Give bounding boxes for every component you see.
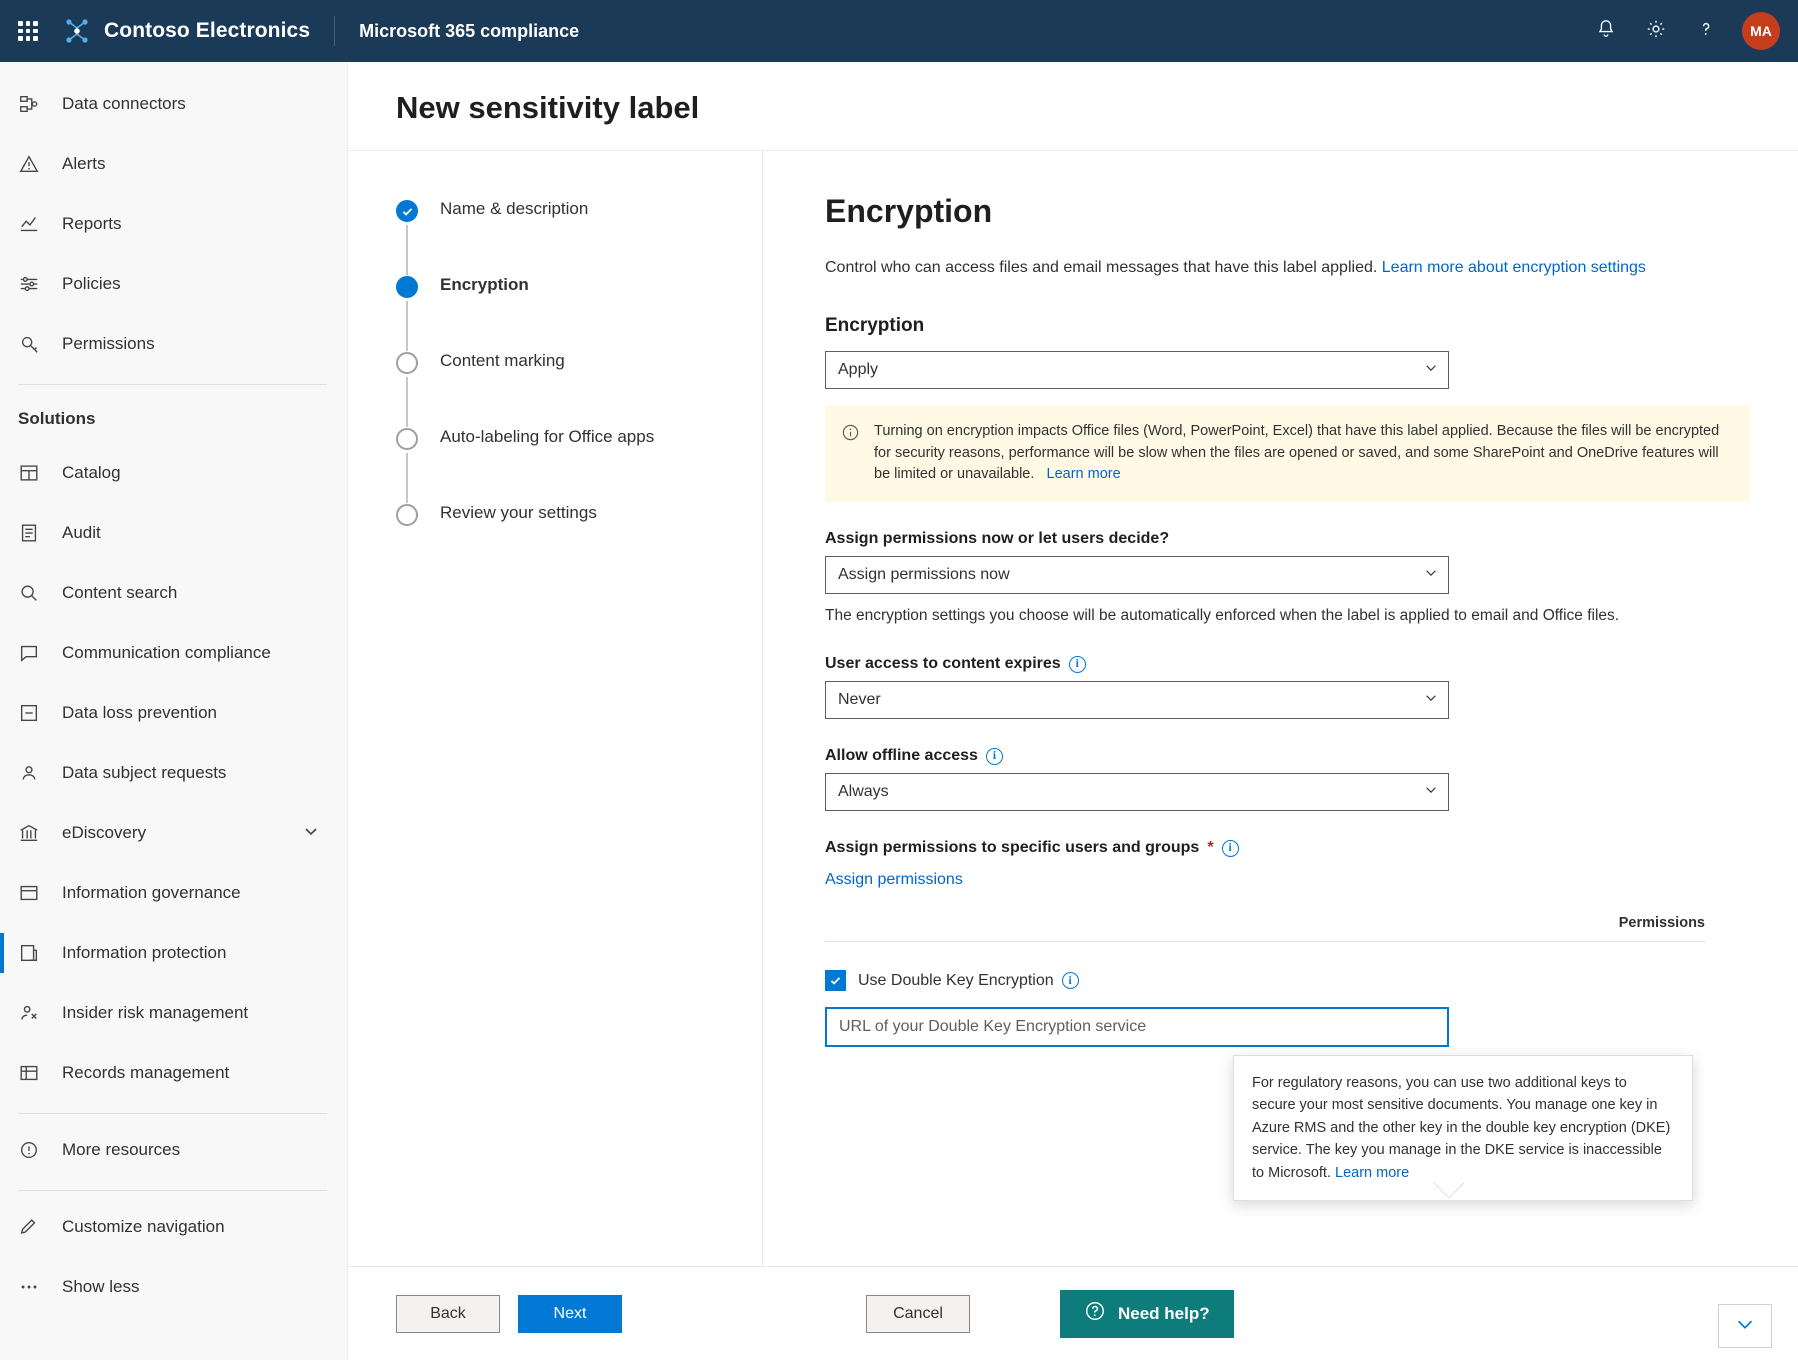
dke-service-url-input[interactable]	[825, 1007, 1449, 1047]
policies-icon	[18, 273, 52, 295]
panel-description	[825, 256, 1685, 281]
sidebar-item-label: Data subject requests	[62, 763, 227, 782]
info-icon[interactable]: i	[986, 748, 1003, 765]
wizard-step-auto-labeling[interactable]	[396, 427, 762, 503]
sidebar-item-records-management[interactable]	[0, 1043, 347, 1103]
sidebar-divider-2	[18, 1113, 327, 1114]
sidebar-item-label: Data connectors	[62, 94, 186, 113]
need-help-label: Need help?	[1118, 1303, 1210, 1323]
notifications-button[interactable]	[1584, 9, 1628, 53]
pencil-icon	[18, 1216, 52, 1238]
use-double-key-encryption-checkbox[interactable]	[825, 970, 846, 991]
sidebar-item-catalog[interactable]	[0, 443, 347, 503]
contoso-logo-icon	[62, 16, 92, 46]
sidebar-item-data-subject-requests[interactable]	[0, 743, 347, 803]
top-navigation-bar	[0, 0, 1798, 62]
wizard-step-label: Review your settings	[440, 503, 597, 522]
info-icon[interactable]: i	[1069, 656, 1086, 673]
wizard-step-review[interactable]	[396, 503, 762, 579]
ellipsis-icon	[18, 1276, 52, 1298]
assign-permissions-link[interactable]: Assign permissions	[825, 871, 963, 889]
encryption-select[interactable]	[825, 351, 1449, 389]
bell-icon	[1595, 18, 1617, 45]
sidebar-item-data-loss-prevention[interactable]	[0, 683, 347, 743]
step-connector	[406, 225, 408, 275]
sidebar-item-audit[interactable]	[0, 503, 347, 563]
warning-learn-more-link[interactable]: Learn more	[1046, 466, 1121, 483]
step-connector	[406, 377, 408, 427]
required-marker: *	[1207, 839, 1214, 857]
audit-icon	[18, 522, 52, 544]
sidebar-item-information-protection[interactable]	[0, 923, 347, 983]
sidebar-item-more-resources[interactable]	[0, 1120, 347, 1180]
sidebar-item-label: Records management	[62, 1063, 230, 1082]
sidebar-item-label: Information governance	[62, 883, 241, 902]
insider-risk-icon	[18, 1002, 52, 1024]
sidebar-item-label: More resources	[62, 1140, 181, 1159]
sidebar-item-label: Data loss prevention	[62, 703, 217, 722]
panel-description-text: Control who can access files and email messages that have this label applied.	[825, 259, 1378, 276]
assign-permissions-value: Assign permissions now	[838, 566, 1010, 584]
offline-access-select[interactable]	[825, 773, 1449, 811]
sidebar-item-label: Information protection	[62, 943, 227, 962]
reports-icon	[18, 213, 52, 235]
assign-permissions-select[interactable]	[825, 556, 1449, 594]
tooltip-learn-more-link[interactable]: Learn more	[1335, 1164, 1410, 1181]
sidebar	[0, 62, 348, 1360]
avatar-initials: MA	[1750, 23, 1772, 39]
app-shell	[0, 62, 1798, 1360]
topbar-divider	[334, 16, 335, 46]
user-access-expires-label-text: User access to content expires	[825, 655, 1061, 673]
wizard-step-label: Encryption	[440, 275, 529, 294]
avatar[interactable]	[1742, 12, 1780, 50]
wizard-step-name-description[interactable]	[396, 199, 762, 275]
cancel-button[interactable]: Cancel	[866, 1295, 970, 1333]
ediscovery-icon	[18, 822, 52, 844]
encryption-section-label: Encryption	[825, 314, 925, 336]
assign-permissions-helper: The encryption settings you choose will be automatically enforced when the label is applied to email and Office files.	[825, 607, 1620, 625]
offline-access-label-text: Allow offline access	[825, 747, 978, 765]
step-connector	[406, 301, 408, 351]
wizard-step-label: Auto-labeling for Office apps	[440, 427, 655, 446]
user-access-expires-select[interactable]	[825, 681, 1449, 719]
more-resources-icon	[18, 1139, 52, 1161]
encryption-select-value: Apply	[838, 360, 879, 378]
back-button[interactable]: Back	[396, 1295, 500, 1333]
wizard-steps	[348, 151, 763, 1348]
sidebar-item-policies[interactable]	[0, 254, 347, 314]
sidebar-divider	[18, 384, 327, 385]
dke-tooltip	[1233, 1055, 1693, 1201]
step-todo-icon	[396, 504, 418, 526]
page-title: New sensitivity label	[396, 90, 700, 125]
sidebar-item-label: Content search	[62, 583, 178, 602]
sidebar-item-content-search[interactable]	[0, 563, 347, 623]
user-access-expires-value: Never	[838, 691, 881, 709]
communication-icon	[18, 642, 52, 664]
question-circle-icon	[1084, 1300, 1106, 1327]
sidebar-item-label: Alerts	[62, 154, 106, 173]
app-title: Microsoft 365 compliance	[359, 20, 580, 41]
encryption-settings-learn-more-link[interactable]: Learn more about encryption settings	[1381, 259, 1646, 276]
permissions-column-permissions: Permissions	[1618, 915, 1705, 932]
wizard-step-content-marking[interactable]	[396, 351, 762, 427]
brand[interactable]	[56, 16, 310, 46]
app-launcher-button[interactable]	[0, 0, 56, 62]
sidebar-item-label: Policies	[62, 274, 121, 293]
collapse-panel-button[interactable]	[1718, 1304, 1772, 1348]
encryption-warning-message	[825, 405, 1750, 502]
step-current-icon	[396, 276, 418, 298]
help-button[interactable]	[1684, 9, 1728, 53]
assign-users-groups-field	[825, 839, 1750, 889]
offline-access-label	[825, 747, 1750, 765]
step-todo-icon	[396, 352, 418, 374]
next-button[interactable]: Next	[518, 1295, 622, 1333]
info-icon[interactable]: i	[1222, 840, 1239, 857]
sidebar-item-label: eDiscovery	[62, 823, 147, 842]
alert-icon	[18, 153, 52, 175]
info-icon	[841, 423, 860, 486]
info-icon[interactable]: i	[1062, 972, 1079, 989]
sidebar-item-label: Communication compliance	[62, 643, 271, 662]
panel-heading: Encryption	[825, 193, 993, 229]
main-content	[348, 62, 1798, 1360]
sidebar-item-reports[interactable]	[0, 194, 347, 254]
chevron-down-icon	[1424, 783, 1438, 802]
chevron-down-icon[interactable]	[303, 823, 347, 844]
offline-access-field	[825, 747, 1750, 811]
offline-access-value: Always	[838, 783, 889, 801]
sidebar-item-permissions[interactable]	[0, 314, 347, 374]
sidebar-item-insider-risk-management[interactable]	[0, 983, 347, 1043]
sidebar-item-label: Insider risk management	[62, 1003, 249, 1022]
wizard-footer	[348, 1266, 1798, 1360]
step-complete-icon	[396, 200, 418, 222]
permissions-table	[825, 915, 1705, 942]
chevron-down-icon	[1734, 1313, 1756, 1340]
use-double-key-encryption-row[interactable]	[825, 970, 1750, 991]
records-icon	[18, 1062, 52, 1084]
brand-name: Contoso Electronics	[104, 19, 311, 42]
governance-icon	[18, 882, 52, 904]
permissions-table-header	[825, 915, 1705, 942]
data-connectors-icon	[18, 93, 52, 115]
step-connector	[406, 453, 408, 503]
dke-service-url-placeholder: URL of your Double Key Encryption service	[839, 1018, 1147, 1036]
user-access-expires-label	[825, 655, 1750, 673]
wizard-step-label: Content marking	[440, 351, 565, 370]
need-help-button[interactable]	[1060, 1290, 1234, 1338]
sidebar-item-label: Permissions	[62, 334, 155, 353]
sidebar-item-label: Audit	[62, 523, 101, 542]
sidebar-item-label: Catalog	[62, 463, 121, 482]
topbar-actions	[1584, 9, 1798, 53]
sidebar-item-label: Show less	[62, 1277, 140, 1296]
permissions-icon	[18, 333, 52, 355]
sidebar-divider-3	[18, 1190, 327, 1191]
sidebar-section-solutions: Solutions	[18, 409, 96, 428]
settings-button[interactable]	[1634, 9, 1678, 53]
assign-permissions-field	[825, 530, 1750, 627]
sidebar-item-show-less[interactable]	[0, 1257, 347, 1317]
chevron-down-icon	[1424, 691, 1438, 710]
sidebar-item-data-connectors[interactable]	[0, 74, 347, 134]
protection-icon	[18, 942, 52, 964]
chevron-down-icon	[1424, 566, 1438, 585]
sidebar-item-label: Reports	[62, 214, 122, 233]
step-todo-icon	[396, 428, 418, 450]
subject-requests-icon	[18, 762, 52, 784]
warning-text: Turning on encryption impacts Office files (Word, PowerPoint, Excel) that have this label applied. Because the files will be encrypted for security reasons, performance will be slow when the files are opened or saved, and some SharePoint and OneDrive features will be limited or unavailable.	[874, 422, 1720, 483]
sidebar-item-communication-compliance[interactable]	[0, 623, 347, 683]
wizard-step-encryption[interactable]	[396, 275, 762, 351]
sidebar-item-information-governance[interactable]	[0, 863, 347, 923]
assign-users-groups-label-text: Assign permissions to specific users and groups	[825, 839, 1200, 857]
assign-users-groups-label	[825, 839, 1750, 857]
chevron-down-icon	[1424, 360, 1438, 379]
sidebar-item-alerts[interactable]	[0, 134, 347, 194]
assign-permissions-label	[825, 530, 1750, 548]
app-launcher-icon	[18, 21, 38, 41]
sidebar-item-customize-navigation[interactable]	[0, 1197, 347, 1257]
dke-checkbox-label-text: Use Double Key Encryption	[858, 971, 1054, 989]
user-access-expires-field	[825, 655, 1750, 719]
gear-icon	[1645, 18, 1667, 45]
wizard-step-label: Name & description	[440, 199, 589, 218]
question-icon	[1695, 18, 1717, 45]
dlp-icon	[18, 702, 52, 724]
sidebar-item-label: Customize navigation	[62, 1217, 225, 1236]
assign-permissions-label-text: Assign permissions now or let users decide?	[825, 530, 1170, 548]
search-icon	[18, 582, 52, 604]
catalog-icon	[18, 462, 52, 484]
use-double-key-encryption-label	[858, 972, 1079, 990]
warning-text-wrap	[874, 421, 1732, 486]
sidebar-item-ediscovery[interactable]	[0, 803, 347, 863]
tooltip-text: For regulatory reasons, you can use two additional keys to secure your most sensitive documents. You manage one key in Azure RMS and the other key in the double key encryption (DKE) service. The key you manage in the DKE service is inaccessible to Microsoft.	[1252, 1075, 1671, 1181]
